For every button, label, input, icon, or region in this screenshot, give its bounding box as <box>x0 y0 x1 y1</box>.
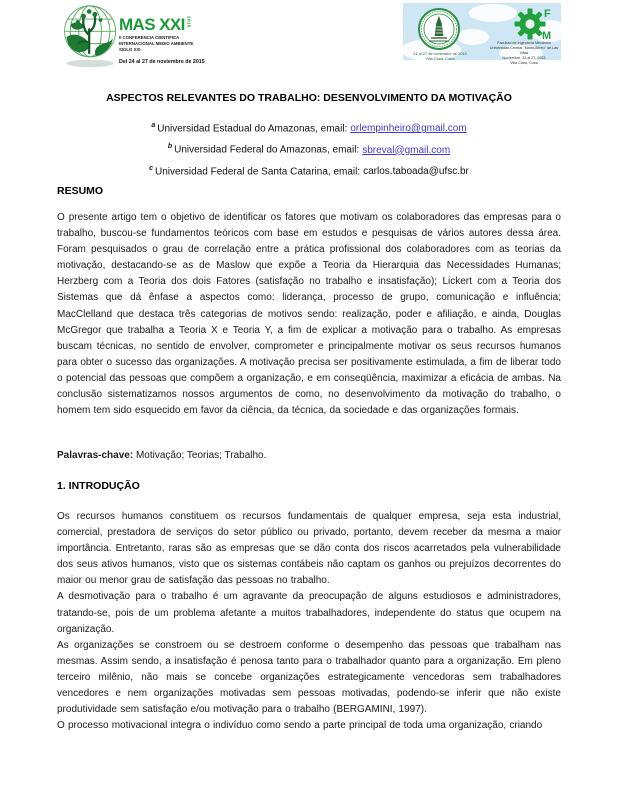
svg-text:F: F <box>544 8 551 20</box>
author-affiliation: Universidad Federal de Santa Catarina, email: <box>155 165 361 177</box>
introducao-heading: 1. INTRODUÇÃO <box>57 480 140 492</box>
seal-caption: 24 al 27 de noviembre de 2015 Villa Clara, Cuba <box>413 51 467 62</box>
fim-caption: Facultad de Ingeniería Mecánica Universidad Central "Marta Abreu" de Las Villas Noviembre, 24 al 27, 2015 Villa Clara, Cuba <box>489 41 559 65</box>
keywords-line <box>57 450 561 461</box>
university-banner <box>403 3 561 65</box>
author-line-b <box>57 138 561 159</box>
paper-title: ASPECTOS RELEVANTES DO TRABALHO: DESENVOLVIMENTO DA MOTIVAÇÃO <box>106 92 512 105</box>
conference-dates: Del 24 al 27 de noviembre de 2015 <box>119 58 205 65</box>
intro-paragraph-1: Os recursos humanos constituem os recursos fundamentais de qualquer empresa, seja esta industrial, comercial, prestadora de serviços do setor público ou privado, portanto, devem receber da mesma a maior importância. Entretanto, raras são as empresas que se dão conta dos riscos acarretados pela vulnerabilidade dos seus ativos humanos, visto que os sistemas contábeis não captam os ganhos ou prejuízos decorrentes do maior ou menor grau de satisfação das pessoas no trabalho. <box>57 511 561 587</box>
author-email-link[interactable]: sbreval@gmail.com <box>362 144 451 156</box>
page-header <box>0 0 618 74</box>
conference-name: MAS XXI <box>119 15 185 34</box>
conference-subtitle: II CONFERENCIA CIENTIFICA INTERNACIONAL MEDIO AMBIENTE SIGLO XXI <box>119 35 194 53</box>
author-line-a <box>57 117 561 138</box>
authors-block <box>57 117 561 181</box>
author-email-link[interactable]: orlempinheiro@gmail.com <box>350 123 467 135</box>
author-marker: a <box>151 122 156 129</box>
resumo-paragraph: O presente artigo tem o objetivo de identificar os fatores que motivam os colaboradores das empresas para o trabalho, buscou-se fundamentos teóricos com base em estudos e pesquisas de vários autores dessa área. Foram pesquisados o grau de correlação entre a prática profissional dos colaboradores com as teorias da motivação, destacando-se as de Maslow que expõe a Teoria da Hierarquia das Necessidades Humanas; Herzberg com a Teoria dos dois Fatores (satisfação no trabalho e insatisfação); Lickert com a Teoria dos Sistemas que dá ênfase a aspectos como: liderança, processo de grupo, comunicação e influência; MacClelland que destaca três categorias de motivos sendo: realização, poder e afiliação, e ainda, Douglas McGregor que trabalha a Teoria X e Teoria Y, a fim de explicar a motivação para o trabalho. As empresas buscam técnicas, no sentido de envolver, comprometer e principalmente motivar os seus recursos humanos para obter o sucesso das organizações. A motivação precisa ser positivamente estimulada, a fim de liberar todo o potencial das pessoas que compõem a organização, e em conseqüência, maximizar a eficácia de ambas. Na conclusão sistematizamos nossos argumentos de como, no desenvolvimento da motivação do trabalho, o homem tem sido esquecido em favor da ciência, da técnica, da sociedade e das organizações formais. <box>57 212 561 417</box>
resumo-heading: RESUMO <box>57 185 104 197</box>
author-marker: c <box>149 164 154 172</box>
svg-text:I: I <box>546 19 550 31</box>
introducao-body <box>57 509 561 734</box>
intro-paragraph-3: As organizações se constroem ou se destroem conforme o desempenho das pessoas que trabalham nas mesmas. Assim sendo, a insatisfação é penosa tanto para o trabalhador quanto para a organização. Em pleno terceiro milênio, não mais se concebe organizações estrategicamente vencedoras sem trabalhadores vencedores e nem organizações motivadas sem pessoas motivadas, podendo-se inferir que não existe produtividade sem satisfação e/ou motivação para o trabalho (BERGAMINI, 1997). <box>57 639 561 716</box>
author-email-text: carlos.taboada@ufsc.br <box>363 165 469 177</box>
intro-paragraph-4: O processo motivacional integra o indivíduo como sendo a parte principal de toda uma organização, criando <box>57 720 543 732</box>
mas-xxi-wordmark <box>119 16 209 65</box>
author-line-c <box>57 160 561 181</box>
keywords-text: Motivação; Teorias; Trabalho. <box>133 450 267 461</box>
university-seal-icon <box>417 7 461 51</box>
svg-text:M: M <box>542 30 552 41</box>
conference-year: 2015 <box>186 16 192 28</box>
author-affiliation: Universidad Federal do Amazonas, email: <box>174 144 360 156</box>
fim-gear-icon <box>513 7 559 41</box>
author-affiliation: Universidad Estadual do Amazonas, email: <box>157 123 348 135</box>
mas-xxi-conference-logo <box>58 3 210 71</box>
intro-paragraph-2: A desmotivação para o trabalho é um agravante da preocupação de alguns estudiosos e administradores, tratando-se, pois de um problema afetante a muitos trabalhadores, independente do status que ocupem na organização. <box>57 591 561 635</box>
globe-tree-icon <box>58 3 126 71</box>
keywords-label: Palavras-chave: <box>57 450 134 461</box>
author-marker: b <box>167 143 173 151</box>
